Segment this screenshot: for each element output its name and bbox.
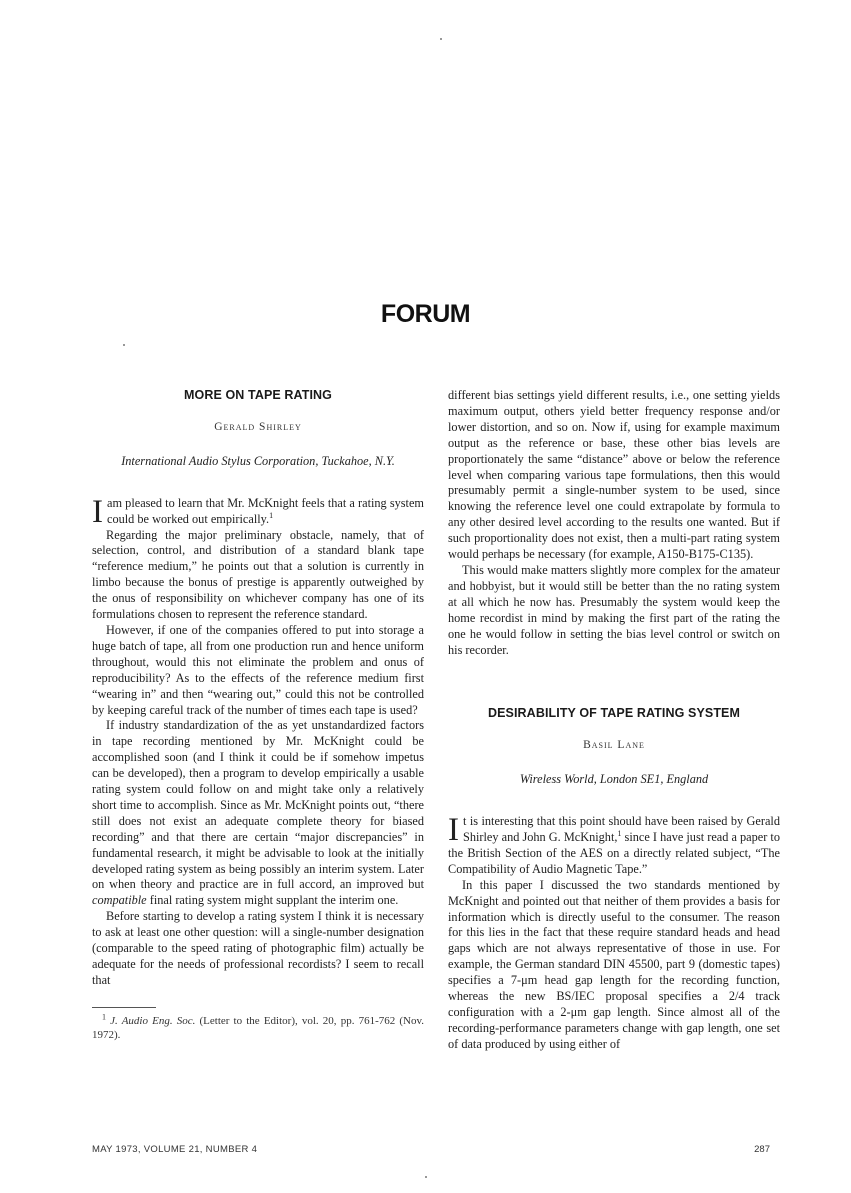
paragraph: different bias settings yield different results, i.e., one setting yields maximum output, others yield better frequency response and/or lower distortion, and so on. Now if, using for example maximum output as the reference or base, these other bias levels are proportionately the same “distance” above or below the reference level when comparing various tape formulations, then this would presumably permit a single-number system to be used, since knowing the reference level one could extrapolate by formula to any other desired level according to the results one wanted. But if such proportionality does not exist, then a multi-part rating system would perhaps be necessary (for example, A150-B175-C135). (448, 388, 780, 562)
scan-speck (123, 344, 125, 346)
paragraph-text: am pleased to learn that Mr. McKnight feels that a rating system could be worked out empirically. (107, 495, 424, 526)
paragraph (448, 814, 780, 878)
footnote-ref: 1 (269, 510, 274, 520)
paragraph: In this paper I discussed the two standards mentioned by McKnight and pointed out that neither of them provides a basis for information which is directly useful to the consumer. The reason for this lies in the fact that these require standard heads and head gaps which are not always representative of those in use. For example, the German standard DIN 45500, part 9 (domestic tapes) specifies a 7-μm head gap length for the recording function, whereas the new BS/IEC proposal specifies a 2/4 track configuration with a 2-μm gap length. Since almost all of the recording-performance parameters change with gap length, one set of data produced by using either of (448, 877, 780, 1051)
paragraph-text: since I have just read a paper to the British Section of the AES on a directly related subject, “The Compatibility of Audio Magnetic Tape.” (448, 830, 780, 876)
footnote-ref: 1 (617, 828, 622, 838)
article-author: Gerald Shirley (214, 420, 302, 433)
footnote-journal: J. Audio Eng. Soc. (110, 1014, 196, 1027)
paragraph: Regarding the major preliminary obstacle, namely, that of selection, control, and distribution of a standard blank tape “reference medium,” he points out that a solution is currently in limbo because the bonus of prestige is apparently outweighed by the onus of responsibility on whichever company has one of its formulations chosen to represent the reference standard. (92, 527, 424, 622)
right-column (448, 388, 780, 1053)
paragraph: However, if one of the companies offered to put into storage a huge batch of tape, all from one production run and hence uniform throughout, would this not eliminate the problem and onus of reproducibility? As to the effects of the reference medium first “wearing in” and then “wearing out,” could this not be controlled by keeping careful track of the number of times each tape is used? (92, 622, 424, 717)
article-author: Basil Lane (583, 739, 645, 752)
drop-cap: I (448, 812, 459, 849)
article-title: DESIRABILITY OF TAPE RATING SYSTEM (487, 706, 741, 721)
running-footer: MAY 1973, VOLUME 21, NUMBER 4 (92, 1144, 258, 1155)
article-affiliation: Wireless World, London SE1, England (519, 772, 709, 787)
article-affiliation: International Audio Stylus Corporation, Tuckahoe, N.Y. (121, 453, 395, 468)
footnote (92, 1014, 424, 1042)
paragraph-text: final rating system might supplant the interim one. (149, 893, 399, 908)
footnote-mark: 1 (102, 1012, 106, 1022)
paragraph: Before starting to develop a rating system I think it is necessary to ask at least one other question: will a single-number designation (comparable to the speed rating of photographic film) actually be adequate for the needs of professional recordists? I seem to recall that (92, 909, 424, 987)
left-column (92, 388, 424, 1042)
footnote-rule (92, 1007, 156, 1008)
section-heading: FORUM (380, 300, 471, 328)
article-2 (448, 706, 780, 1052)
article-title: MORE ON TAPE RATING (184, 388, 332, 402)
paragraph (92, 493, 424, 530)
scan-speck (440, 38, 442, 40)
footnote-text: (Letter to the Editor), vol. 20, pp. 761-762 (Nov. 1972). (92, 1014, 425, 1041)
page-number: 287 (754, 1144, 770, 1155)
drop-cap: I (92, 493, 103, 530)
paragraph-text: t is interesting that this point should have been raised by Gerald Shirley and John G. McKnight, (463, 814, 780, 845)
emphasis: compatible (92, 893, 147, 908)
paragraph-text: If industry standardization of the as yet unstandardized factors in tape recording mentioned by Mr. McKnight could be accomplished soon (and I think it could be if somehow impetus can be developed), then a program to develop empirically a usable rating system could follow on and might take only a relatively short time to accomplish. Since as Mr. McKnight points out, “there still does not exist an adequate complete theory for biased recording” and that there are certain “major discrepancies” in fundamental research, it might be advisable to look at the initially developed rating system as being possibly an interim system. Later on when theory and practice are in full accord, an improved but (92, 718, 424, 892)
paragraph: This would make matters slightly more complex for the amateur and hobbyist, but it would still be better than the no rating system at all which he now has. Presumably the system would keep the home recordist in mind by making the first part of the rating the one he would follow in setting the bias level control or switch on his recorder. (448, 562, 780, 657)
paragraph (92, 718, 424, 909)
scan-speck (425, 1176, 427, 1178)
